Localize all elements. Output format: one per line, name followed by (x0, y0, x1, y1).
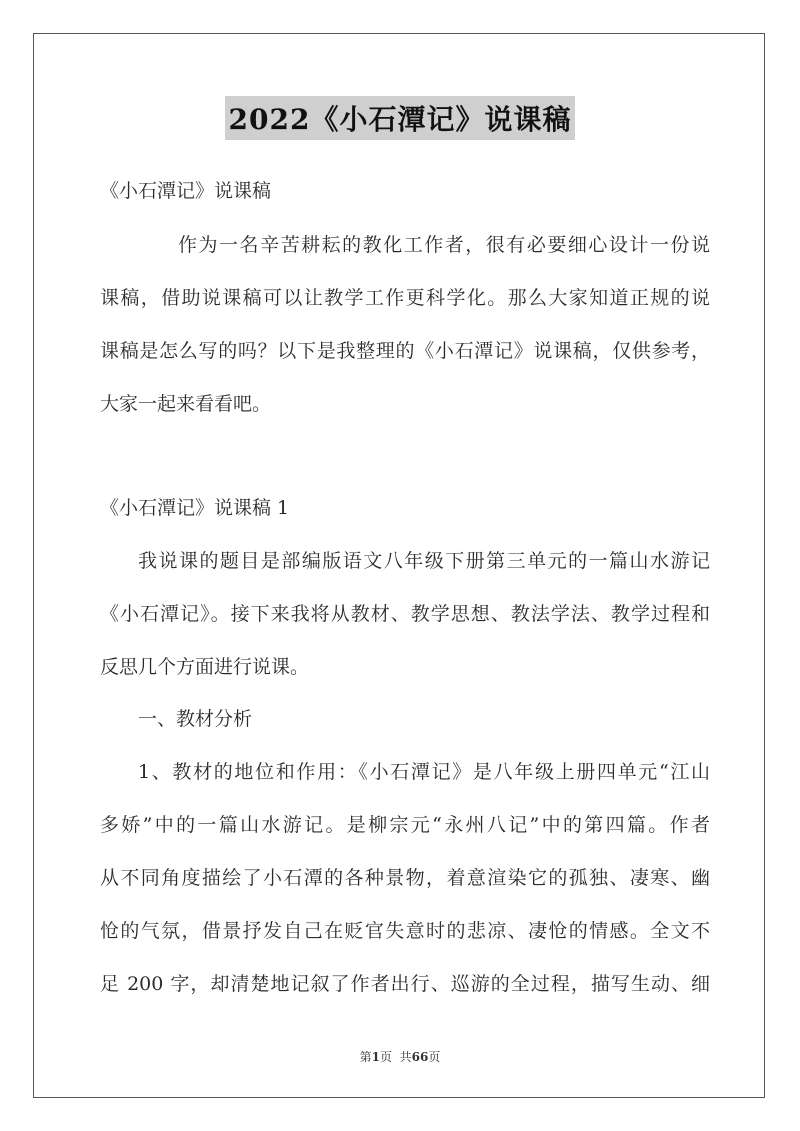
footer-prefix: 第 (359, 1050, 372, 1064)
body-line: 反思几个方面进行说课。 (100, 656, 310, 678)
body-line: 足 200 字，却清楚地记叙了作者出行、巡游的全过程，描写生动、细 (100, 973, 710, 995)
body-line: 作为一名辛苦耕耘的教化工作者，很有必要细心设计一份说 (178, 234, 710, 256)
body-line: 从不同角度描绘了小石潭的各种景物，着意渲染它的孤独、凄寒、幽 (100, 867, 710, 889)
document-title-wrap (0, 96, 800, 140)
section-heading: 《小石潭记》说课稿 1 (100, 497, 290, 519)
body-line: 课稿是怎么写的吗？以下是我整理的《小石潭记》说课稿，仅供参考， (100, 340, 710, 362)
document-title: 2022《小石潭记》说课稿 (225, 96, 576, 140)
footer-page-total: 66 (411, 1050, 429, 1064)
footer-mid: 页 共 (380, 1050, 412, 1064)
body-line: 怆的气氛，借景抒发自己在贬官失意时的悲凉、凄怆的情感。全文不 (100, 920, 710, 942)
body-line: 《小石潭记》。接下来我将从教材、教学思想、教法学法、教学过程和 (100, 603, 710, 625)
page-footer (0, 1048, 800, 1065)
body-line: 我说课的题目是部编版语文八年级下册第三单元的一篇山水游记 (138, 550, 710, 572)
subtitle-line: 《小石潭记》说课稿 (100, 180, 272, 202)
subsection-heading: 一、教材分析 (138, 708, 253, 730)
body-line: 课稿，借助说课稿可以让教学工作更科学化。那么大家知道正规的说 (100, 287, 710, 309)
body-line: 大家一起来看看吧。 (100, 393, 272, 415)
body-line: 1、教材的地位和作用：《小石潭记》是八年级上册四单元“江山 (138, 761, 710, 783)
body-line: 多娇”中的一篇山水游记。是柳宗元“永州八记”中的第四篇。作者 (100, 814, 710, 836)
footer-page-number: 1 (371, 1050, 380, 1064)
footer-suffix: 页 (428, 1050, 441, 1064)
